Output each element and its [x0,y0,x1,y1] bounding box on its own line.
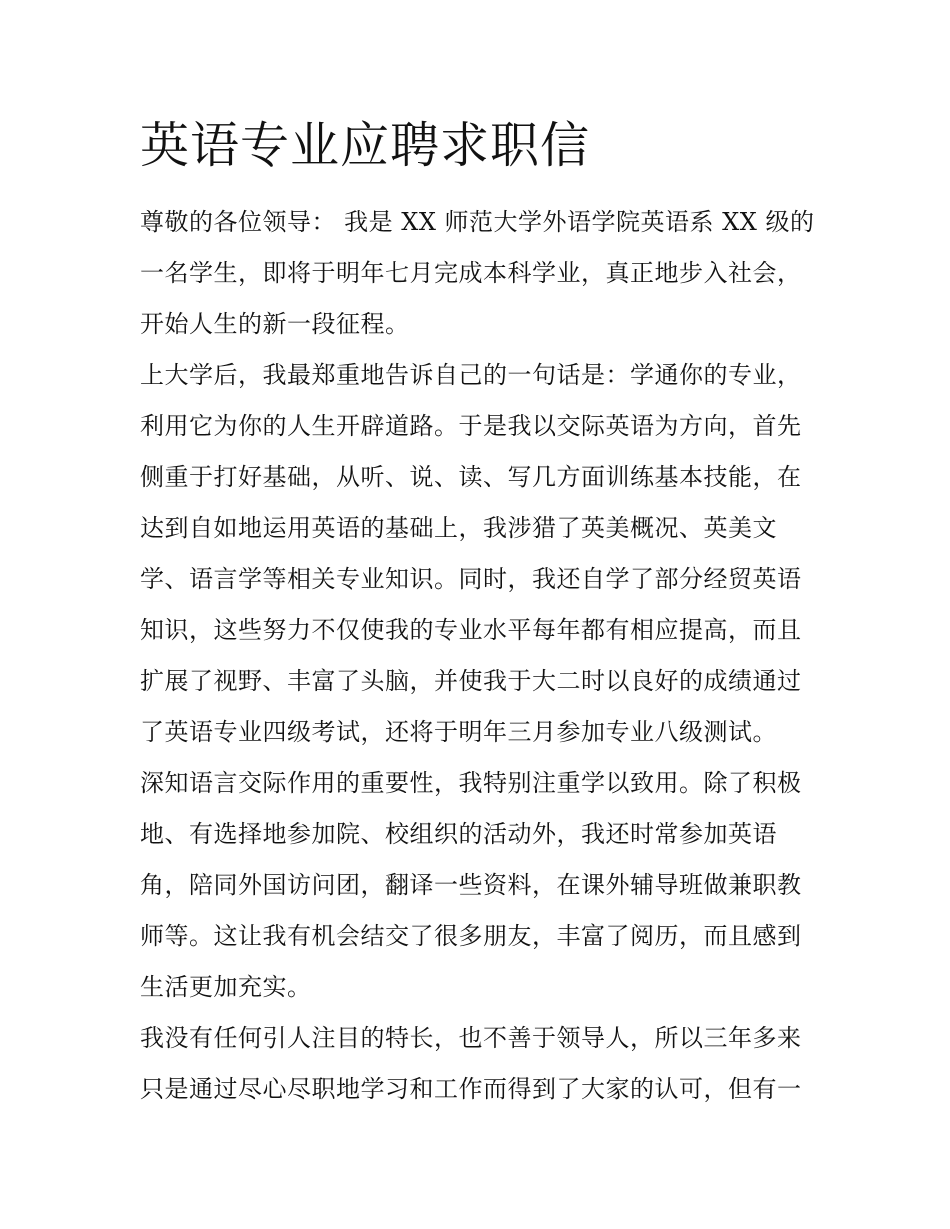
paragraph-study [140,355,830,763]
text-line: 师等。这让我有机会结交了很多朋友，丰富了阅历，而且感到 [140,922,802,950]
text-line: 地、有选择地参加院、校组织的活动外，我还时常参加英语 [140,820,777,848]
letter-body [140,202,830,1120]
page-title: 英语专业应聘求职信 [140,117,591,174]
text-line: 达到自如地运用英语的基础上，我涉猎了英美概况、英美文 [140,514,777,542]
text-line: 生活更加充实。 [140,973,312,1001]
text-line: 我没有任何引人注目的特长，也不善于领导人，所以三年多来 [140,1024,802,1052]
text-line: 开始人生的新一段征程。 [140,310,410,338]
text-line: 侧重于打好基础，从听、说、读、写几方面训练基本技能，在 [140,463,802,491]
text-line: 扩展了视野、丰富了头脑，并使我于大二时以良好的成绩通过 [140,667,802,695]
paragraph-modesty [140,1018,830,1120]
paragraph-greeting [140,202,830,355]
text-line: 只是通过尽心尽职地学习和工作而得到了大家的认可，但有一 [140,1075,802,1103]
text-line: 学、语言学等相关专业知识。同时，我还自学了部分经贸英语 [140,565,802,593]
text-line: 了英语专业四级考试，还将于明年三月参加专业八级测试。 [140,718,777,746]
text-line: 一名学生，即将于明年七月完成本科学业，真正地步入社会， [140,259,802,287]
text-line: 上大学后，我最郑重地告诉自己的一句话是：学通你的专业， [140,361,802,389]
text-line: 知识，这些努力不仅使我的专业水平每年都有相应提高，而且 [140,616,802,644]
text-line: 尊敬的各位领导： 我是 XX 师范大学外语学院英语系 XX 级的 [140,208,815,236]
text-line: 深知语言交际作用的重要性，我特别注重学以致用。除了积极 [140,769,802,797]
text-line: 角，陪同外国访问团，翻译一些资料，在课外辅导班做兼职教 [140,871,802,899]
text-line: 利用它为你的人生开辟道路。于是我以交际英语为方向，首先 [140,412,802,440]
paragraph-practice [140,763,830,1018]
